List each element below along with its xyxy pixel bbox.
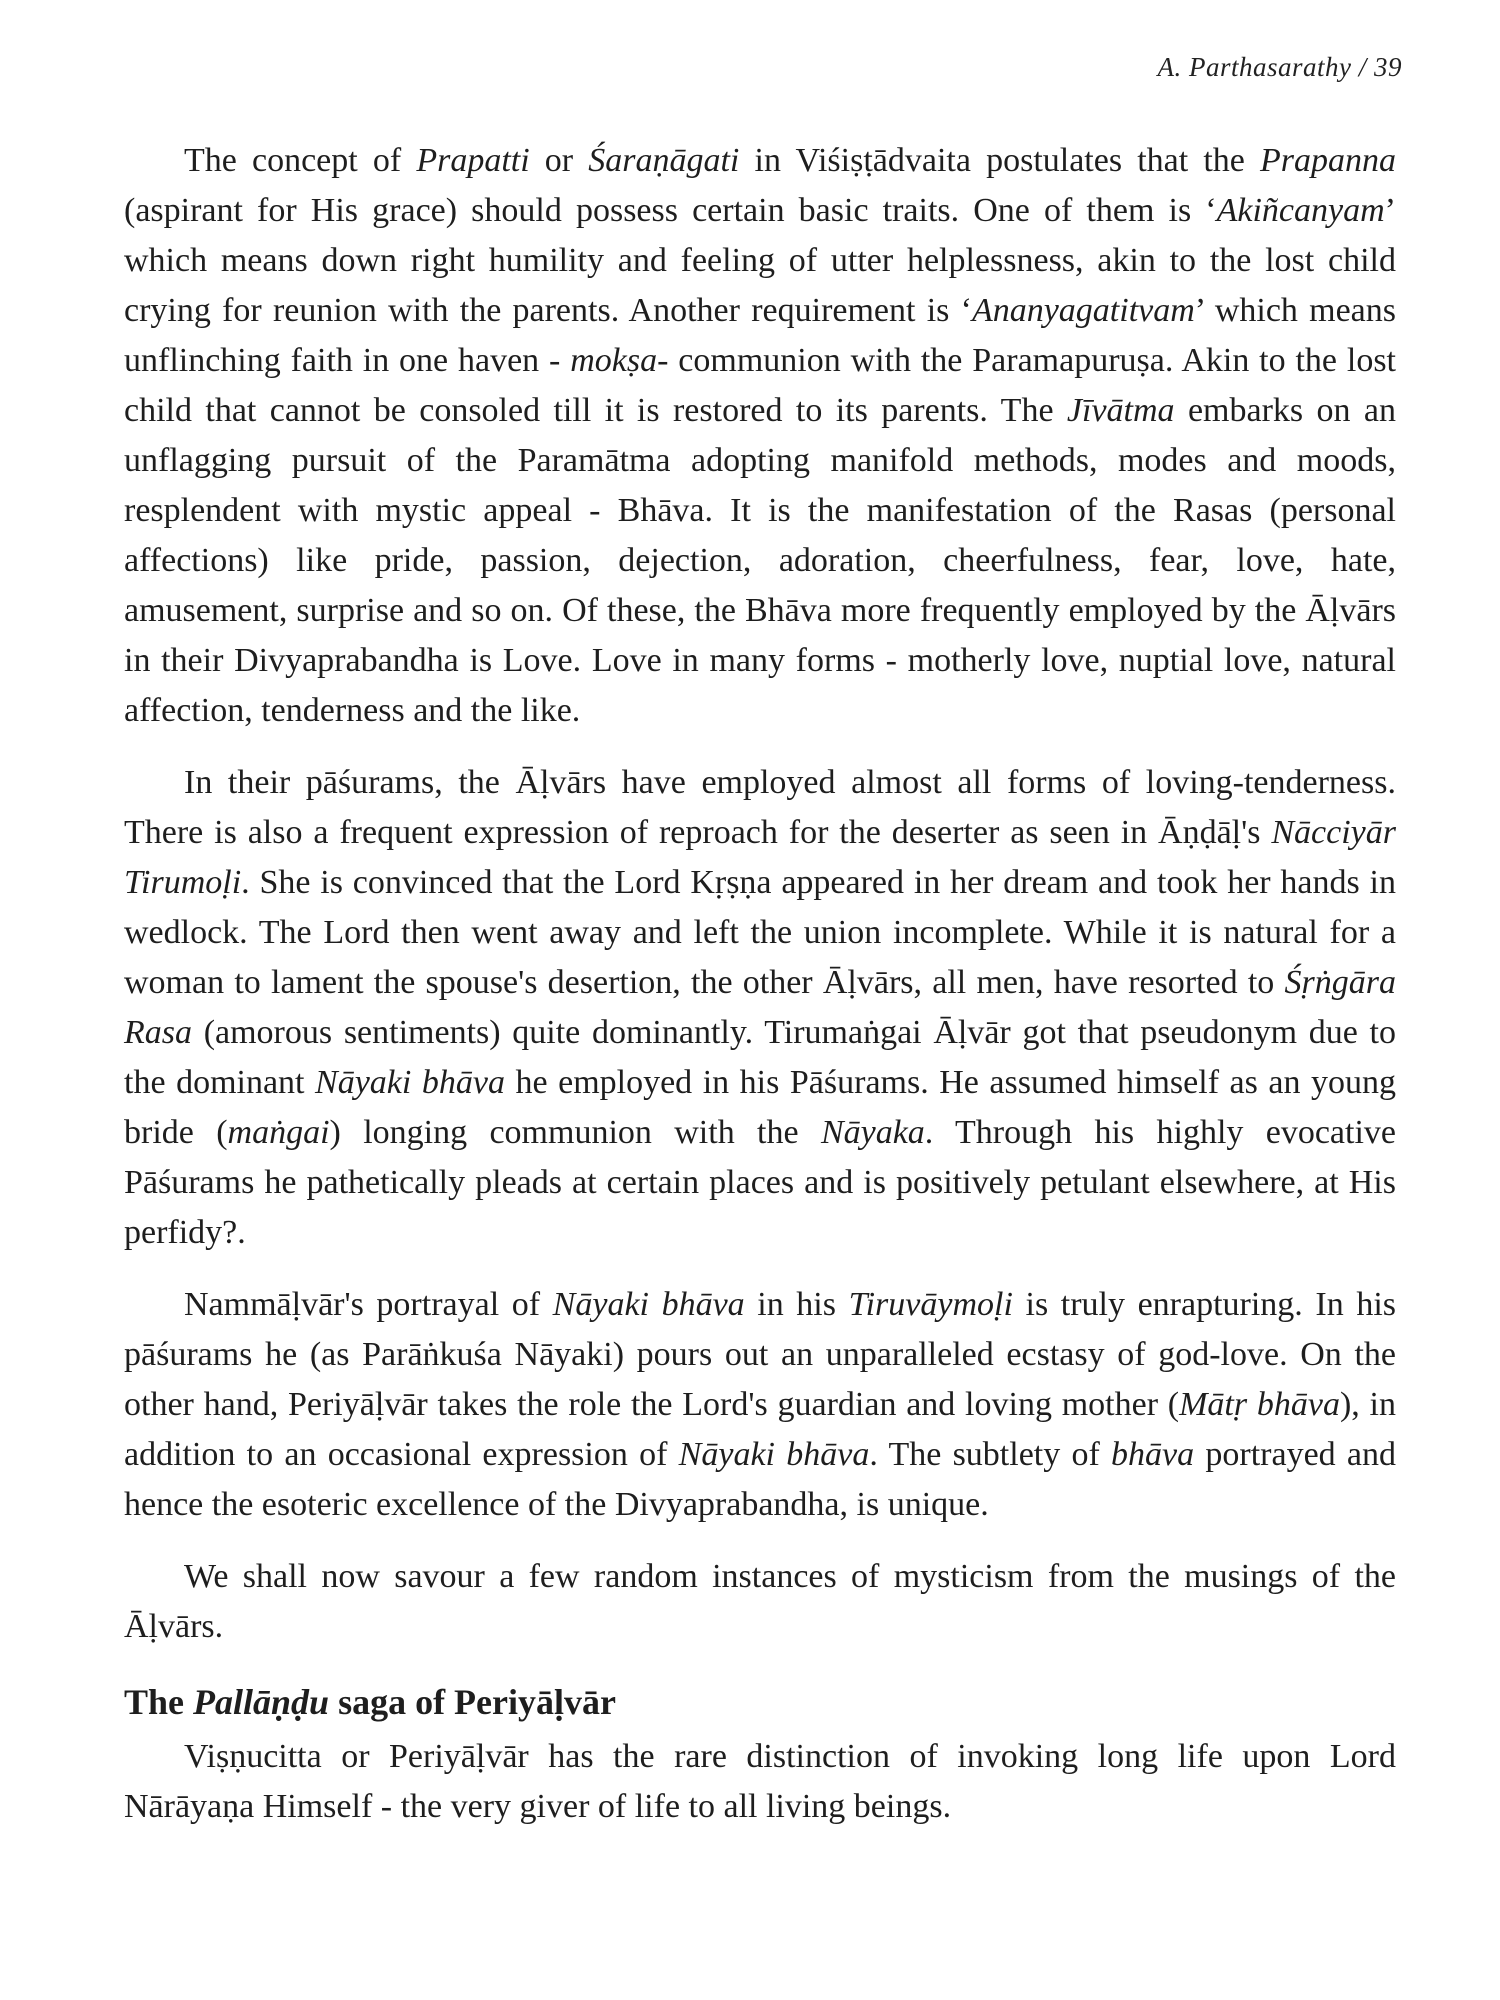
text-run: ), in addition to an occasional expression of <box>124 1386 1396 1473</box>
text-run: in his <box>744 1286 849 1323</box>
paragraph-vishnucitta: Viṣṇucitta or Periyāḷvār has the rare distinction of invoking long life upon Lord Nārāyaṇa Himself - the very giver of life to all living beings. <box>124 1738 1396 1825</box>
text-run: In their pāśurams, the Āḷvārs have employed almost all forms of loving-tenderness. There is also a frequent expression of reproach for the deserter as seen in Āṇḍāḷ's <box>124 764 1396 851</box>
italic-term: Śṛṅgāra Rasa <box>124 964 1396 1051</box>
text-run: or <box>529 142 589 179</box>
italic-term: Nāyaki bhāva <box>552 1286 745 1323</box>
italic-term: Akiñcanyam <box>1216 192 1385 229</box>
italic-term: Mātṛ bhāva <box>1179 1386 1340 1423</box>
text-run: ’ which means down right humility and feeling of utter helplessness, akin to the lost child crying for reunion with the parents. Another requirement is ‘ <box>124 192 1396 329</box>
italic-term: Tiruvāymoḷi <box>848 1286 1013 1323</box>
text-run: We shall now savour a few random instances of mysticism from the musings of the Āḷvārs. <box>124 1558 1396 1645</box>
paragraph-pasurams <box>124 758 1396 1258</box>
italic-term: bhāva <box>1111 1436 1195 1473</box>
text-run: portrayed and hence the esoteric excellence of the Divyaprabandha, is unique. <box>124 1436 1396 1523</box>
paragraph-prapatti <box>124 136 1396 736</box>
text-run: - communion with the Paramapuruṣa. Akin to the lost child that cannot be consoled till it is restored to its parents. The <box>124 342 1396 429</box>
italic-term: Nācciyār Tirumoḷi <box>124 814 1396 901</box>
italic-term: Jīvātma <box>1066 392 1175 429</box>
running-head: A. Parthasarathy / 39 <box>1157 52 1402 82</box>
paragraph-savour <box>124 1552 1396 1652</box>
italic-term: Prapanna <box>1260 142 1396 179</box>
italic-term: Nāyaka <box>820 1114 925 1151</box>
italic-term: mokṣa <box>570 342 658 379</box>
text-run: he employed in his Pāśurams. He assumed himself as an young bride ( <box>124 1064 1397 1151</box>
text-run: The concept of <box>184 142 417 179</box>
italic-term: Nāyaki bhāva <box>678 1436 870 1473</box>
text-run: is truly enrapturing. In his pāśurams he (as Parāṅkuśa Nāyaki) pours out an unparalleled ecstasy of god-love. On the other hand, Periyāḷvār takes the role the Lord's guardian and loving mother ( <box>124 1286 1396 1423</box>
italic-term: Nāyaki bhāva <box>315 1064 505 1101</box>
heading-text-after: saga of Periyāḷvār <box>329 1682 616 1722</box>
italic-term: maṅgai <box>227 1114 330 1151</box>
text-run: Nammāḷvār's portrayal of <box>184 1286 553 1323</box>
text-run: (amorous sentiments) quite dominantly. Tirumaṅgai Āḷvār got that pseudonym due to the dominant <box>124 1014 1396 1101</box>
italic-term: Prapatti <box>416 142 530 179</box>
text-run: . Through his highly evocative Pāśurams he pathetically pleads at certain places and is positively petulant elsewhere, at His perfidy?. <box>124 1114 1396 1251</box>
body-text <box>124 136 1396 1854</box>
text-run: (aspirant for His grace) should possess certain basic traits. One of them is ‘ <box>124 192 1217 229</box>
text-run: embarks on an unflagging pursuit of the Paramātma adopting manifold methods, modes and moods, resplendent with mystic appeal - Bhāva. It is the manifestation of the Rasas (personal affections) like pride, passion, dejection, adoration, cheerfulness, fear, love, hate, amusement, surprise and so on. Of these, the Bhāva more frequently employed by the Āḷvārs in their Divyaprabandha is Love. Love in many forms - motherly love, nuptial love, natural affection, tenderness and the like. <box>124 392 1396 729</box>
text-run: in Viśiṣṭādvaita postulates that the <box>739 142 1260 179</box>
italic-term: Śaraṇāgati <box>588 142 740 179</box>
heading-text-before: The <box>124 1682 194 1722</box>
text-run: ’ which means unflinching faith in one haven - <box>124 292 1396 379</box>
heading-text-italic: Pallāṇḍu <box>193 1682 330 1722</box>
text-run: . She is convinced that the Lord Kṛṣṇa appeared in her dream and took her hands in wedlock. The Lord then went away and left the union incomplete. While it is natural for a woman to lament the spouse's desertion, the other Āḷvārs, all men, have resorted to <box>124 864 1396 1001</box>
text-run: . The subtlety of <box>869 1436 1112 1473</box>
text-run: ) longing communion with the <box>329 1114 821 1151</box>
paragraph-nammalvar <box>124 1280 1396 1530</box>
italic-term: Ananyagatitvam <box>971 292 1195 329</box>
section-heading <box>124 1676 1396 1728</box>
